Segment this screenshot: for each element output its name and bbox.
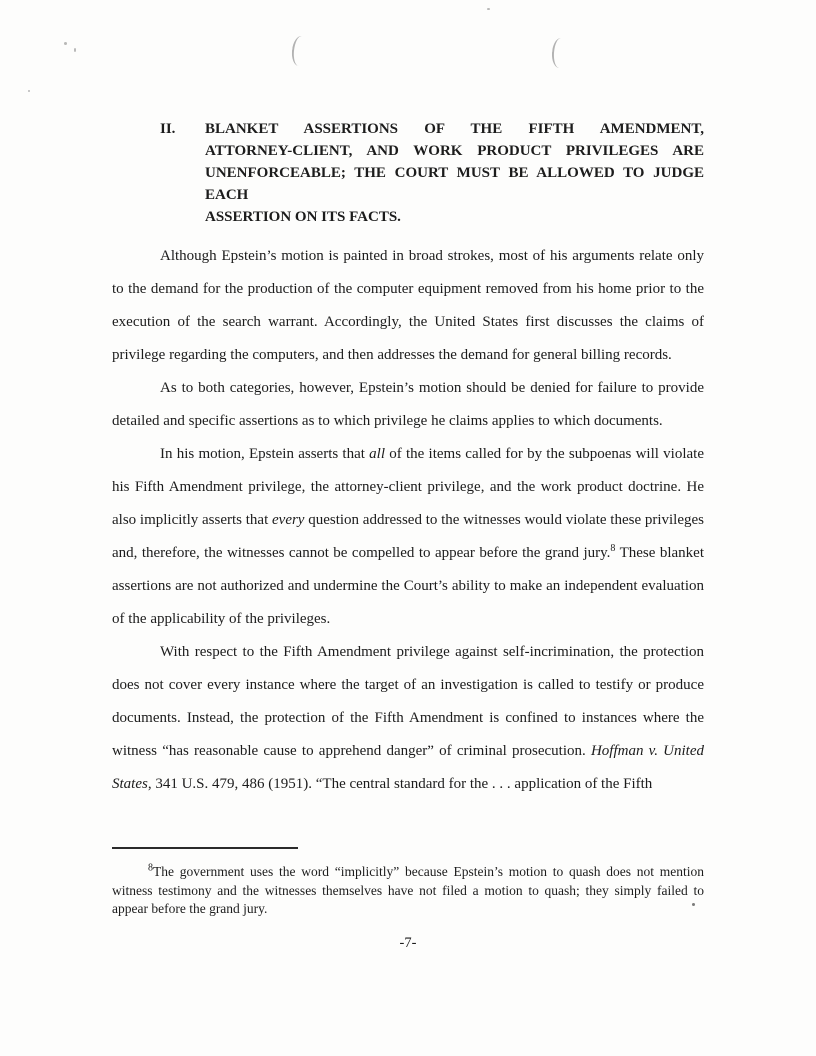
scan-artifact-curl <box>551 37 569 68</box>
heading-line: BLANKET ASSERTIONS OF THE FIFTH AMENDMENT, <box>205 121 704 137</box>
text-run: every <box>272 512 305 528</box>
text-run: The government uses the word “implicitly” because Epstein’s motion to quash does not mention witness testimony and the witnesses themselves have not filed a motion to quash; they simply failed to appear before the grand jury. <box>112 864 704 916</box>
text-run: Although Epstein’s motion is painted in broad strokes, most of his arguments relate only to the demand for the production of the computer equipment removed from his home prior to the execution of the search warrant. Accordingly, the United States first discusses the claims of privilege regarding the computers, and then addresses the demand for general billing records. <box>112 248 704 363</box>
heading-line: ATTORNEY-CLIENT, AND WORK PRODUCT PRIVILEGES ARE <box>205 143 704 159</box>
text-run: These blanket assertions are not authorized and undermine the Court’s ability to make an independent evaluation of the applicability of the privileges. <box>112 545 705 627</box>
text-run: As to both categories, however, Epstein’s motion should be denied for failure to provide detailed and specific assertions as to which privilege he claims applies to which documents. <box>112 380 704 429</box>
text-run: all <box>369 446 386 462</box>
paragraph <box>112 636 704 801</box>
heading-line: ASSERTION ON ITS FACTS. <box>205 209 401 225</box>
heading-line: UNENFORCEABLE; THE COURT MUST BE ALLOWED TO JUDGE EACH <box>205 165 704 203</box>
text-run: 8 <box>148 862 153 874</box>
paragraph <box>112 240 704 372</box>
text-run: 8 <box>610 543 616 554</box>
body-paragraphs <box>112 240 704 801</box>
text-run: , 341 U.S. 479, 486 (1951). “The central standard for the . . . application of the Fifth <box>147 776 653 792</box>
page-content <box>112 118 704 952</box>
section-heading-number: II. <box>160 121 176 137</box>
section-heading <box>160 118 704 228</box>
scan-speck <box>487 8 490 10</box>
scan-speck <box>74 48 76 52</box>
footnote-separator <box>112 847 298 849</box>
text-run: In his motion, Epstein asserts that <box>160 446 370 462</box>
page-number: -7- <box>399 934 417 951</box>
text-run: of the items called for by the subpoenas will violate his Fifth Amendment privilege, the attorney-client privilege, and the work product doctrine. He also implicitly asserts that <box>112 446 704 528</box>
footnote <box>112 847 704 919</box>
paragraph <box>112 372 704 438</box>
scan-speck <box>64 42 67 45</box>
heading-lines <box>205 118 704 228</box>
text-run: Hoffman v. United States <box>112 743 704 792</box>
scan-artifact-curl <box>290 35 309 67</box>
scan-speck <box>28 90 30 92</box>
footnote-text <box>112 863 704 919</box>
paragraph <box>112 438 704 636</box>
text-run: With respect to the Fifth Amendment privilege against self-incrimination, the protection does not cover every instance where the target of an investigation is called to testify or produce documents. Instead, the protection of the Fifth Amendment is confined to instances where the witness “has reasonable cause to apprehend danger” of criminal prosecution. <box>112 644 704 759</box>
text-run: question addressed to the witnesses would violate these privileges and, therefore, the witnesses cannot be compelled to appear before the grand jury. <box>112 512 705 561</box>
